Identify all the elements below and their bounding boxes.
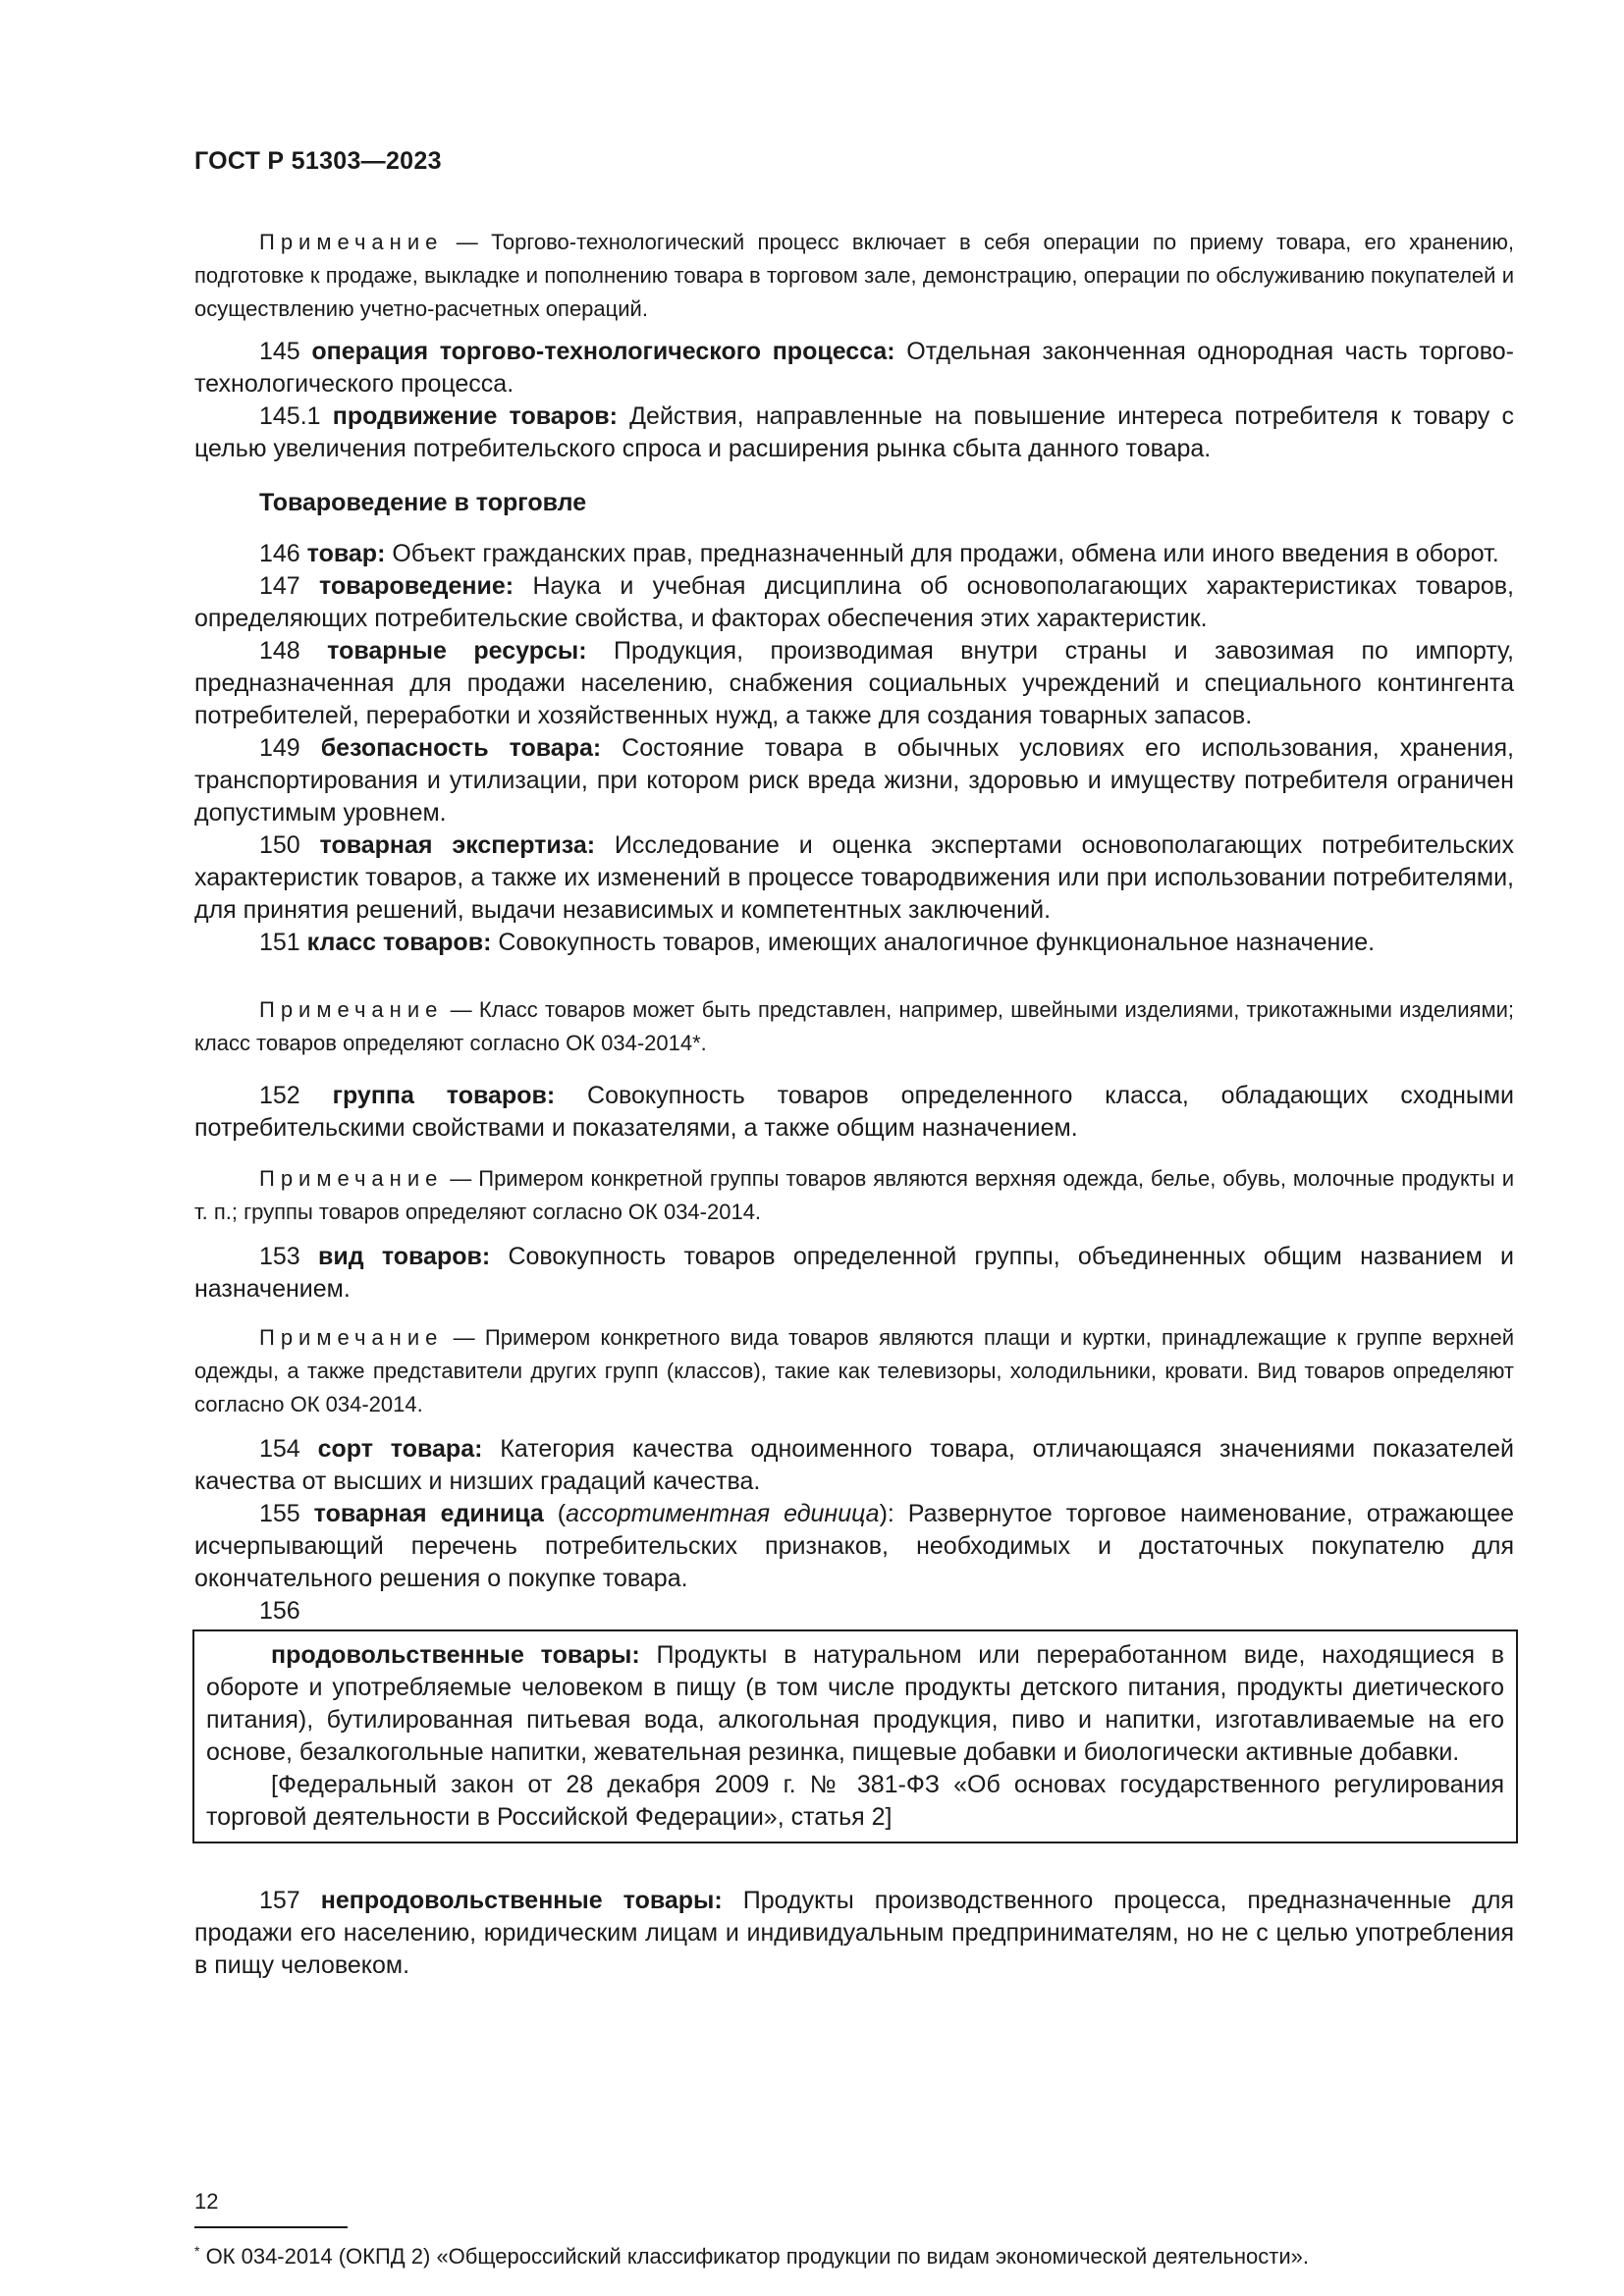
term-145-definition: Отдельная законченная однородная часть торгово-технологического процесса. — [194, 338, 1514, 398]
term-148: 148 товарные ресурсы: Продукция, производимая внутри страны и завозимая по импорту, предназначенная для продажи населению, снабжения социальных учреждений и специального контингента потребителей, переработки и хозяйственных нужд, а также для создания товарных запасов. — [194, 637, 1514, 729]
section — [194, 489, 1514, 517]
term-146-definition: Объект гражданских прав, предназначенный для продажи, обмена или иного введения в оборот. — [385, 540, 1499, 567]
term-156-box — [192, 1629, 1518, 1843]
page-number: 12 — [194, 2189, 219, 2214]
footnote — [194, 2234, 1514, 2273]
section-title: Товароведение в торговле — [259, 489, 587, 516]
term-147-definition: Наука и учебная дисциплина об основополагающих характеристиках товаров, определяющих потребительские свойства, и факторах обеспечения этих характеристик. — [194, 572, 1514, 632]
term-153-name: вид товаров: — [317, 1243, 491, 1270]
term-145-1-definition: Действия, направленные на повышение интереса потребителя к товару с целью увеличения потребительского спроса и расширения рынка сбыта данного товара. — [194, 402, 1515, 462]
term-151: 151 класс товаров: Совокупность товаров, имеющих аналогичное функциональное назначение. — [259, 929, 1376, 956]
term-156-number: 156 — [259, 1597, 300, 1625]
term-148-name: товарные ресурсы: — [327, 637, 587, 665]
term-154: 154 сорт товара: Категория качества одноименного товара, отличающаяся значениями показателей качества от высших и низших градаций качества. — [194, 1435, 1514, 1495]
term-148-definition: Продукция, производимая внутри страны и завозимая по импорту, предназначенная для продажи населению, снабжения социальных учреждений и специального контингента потребителей, переработки и хозяйственных нужд, а также для создания товарных запасов. — [194, 637, 1514, 729]
term-145-1: 145.1 продвижение товаров: Действия, направленные на повышение интереса потребителя к товару с целью увеличения потребительского спроса и расширения рынка сбыта данного товара. — [194, 402, 1515, 462]
term-157-block — [194, 1885, 1514, 1982]
term-152-name: группа товаров: — [332, 1082, 556, 1109]
term-147: 147 товароведение: Наука и учебная дисциплина об основополагающих характеристиках товаров, определяющих потребительские свойства, и факторах обеспечения этих характеристик. — [194, 572, 1514, 632]
term-153: 153 вид товаров: Совокупность товаров определенной группы, объединенных общим названием и назначением. — [194, 1243, 1514, 1303]
note-153: Примечание — Примером конкретного вида товаров являются плащи и куртки, принадлежащие к группе верхней одежды, а также представители других групп (классов), такие как телевизоры, холодильники, кровати. Вид товаров определяют согласно ОК 034-2014. — [194, 1325, 1514, 1416]
terms-146-151 — [194, 538, 1514, 959]
term-151-name: класс товаров: — [306, 929, 492, 956]
term-147-name: товароведение: — [319, 572, 514, 600]
footnote-mark: * — [194, 2243, 200, 2259]
term-157-definition: Продукты производственного процесса, предназначенные для продажи его населению, юридическим лицам и индивидуальным предпринимателям, но не с целью употребления в пищу человеком. — [194, 1887, 1514, 1979]
term-152-definition: Совокупность товаров определенного класса, обладающих сходными потребительскими свойствами и показателями, а также общим назначением. — [194, 1082, 1514, 1142]
footnote-text: ОК 034-2014 (ОКПД 2) «Общероссийский классификатор продукции по видам экономической деятельности». — [199, 2244, 1309, 2269]
term-157: 157 непродовольственные товары: Продукты производственного процесса, предназначенные для продажи его населению, юридическим лицам и индивидуальным предпринимателям, но не с целью употребления в пищу человеком. — [194, 1887, 1514, 1979]
note-151: Примечание — Класс товаров может быть представлен, например, швейными изделиями, трикотажными изделиями; класс товаров определяют согласно ОК 034-2014*. — [194, 997, 1514, 1055]
term-150: 150 товарная экспертиза: Исследование и оценка экспертами основополагающих потребительских характеристик товаров, а также их изменений в процессе товародвижения или при использовании потребителями, для принятия решений, выдачи независимых и компетентных заключений. — [194, 831, 1514, 924]
term-155: 155 товарная единица (ассортиментная единица): Развернутое торговое наименование, отражающее исчерпывающий перечень потребительских признаков, необходимых и достаточных покупателю для окончательного решения о покупке товара. — [194, 1500, 1514, 1592]
term-152-block — [194, 1080, 1514, 1145]
term-153-block — [194, 1241, 1514, 1306]
term-154-definition: Категория качества одноименного товара, отличающаяся значениями показателей качества от высших и низших градаций качества. — [194, 1435, 1514, 1495]
note-label: Примечание — [259, 230, 444, 254]
term-145-name: операция торгово-технологического процесса: — [311, 338, 895, 365]
term-146-name: товар: — [306, 540, 386, 567]
term-145-block — [194, 336, 1514, 465]
term-156-name: продовольственные товары: — [271, 1641, 640, 1669]
note-top — [194, 226, 1514, 326]
term-156-source: [Федеральный закон от 28 декабря 2009 г. № 381-ФЗ «Об основах государственного регулирования торговой деятельности в Российской Федерации», статья 2] — [206, 1771, 1504, 1831]
term-156-definition: Продукты в натуральном или переработанном виде, находящиеся в обороте и употребляемые человеком в пищу (в том числе продукты детского питания, продукты диетического питания), бутилированная питьевая вода, алкогольная продукция, пиво и напитки, изготавливаемые на его основе, безалкогольные напитки, жевательная резинка, пищевые добавки и биологически активные добавки. — [206, 1641, 1504, 1766]
term-156 — [206, 1639, 1504, 1769]
note-152: Примечание — Примером конкретной группы товаров являются верхняя одежда, белье, обувь, молочные продукты и т. п.; группы товаров определяют согласно ОК 034-2014. — [194, 1166, 1514, 1224]
term-150-name: товарная экспертиза: — [319, 831, 596, 859]
term-155-alt: ассортиментная единица — [566, 1500, 880, 1527]
term-145-1-name: продвижение товаров: — [332, 402, 618, 430]
term-149-name: безопасность товара: — [320, 734, 602, 762]
footnote-separator — [194, 2226, 348, 2228]
term-146: 146 товар: Объект гражданских прав, предназначенный для продажи, обмена или иного введения в оборот. — [259, 540, 1499, 567]
term-145: 145 операция торгово-технологического процесса: Отдельная законченная однородная часть торгово-технологического процесса. — [194, 338, 1514, 398]
term-157-name: непродовольственные товары: — [320, 1887, 723, 1914]
term-151-definition: Совокупность товаров, имеющих аналогичное функциональное назначение. — [491, 929, 1376, 956]
term-149: 149 безопасность товара: Состояние товара в обычных условиях его использования, хранения, транспортирования и утилизации, при котором риск вреда жизни, здоровью и имуществу потребителя ограничен допустимым уровнем. — [194, 734, 1514, 827]
term-155-name: товарная единица — [313, 1500, 544, 1527]
term-155-definition: ): Развернутое торговое наименование, отражающее исчерпывающий перечень потребительских признаков, необходимых и достаточных покупателю для окончательного решения о покупке товара. — [194, 1500, 1514, 1592]
term-150-definition: Исследование и оценка экспертами основополагающих потребительских характеристик товаров, а также их изменений в процессе товародвижения или при использовании потребителями, для принятия решений, выдачи независимых и компетентных заключений. — [194, 831, 1514, 924]
term-149-definition: Состояние товара в обычных условиях его использования, хранения, транспортирования и утилизации, при котором риск вреда жизни, здоровью и имуществу потребителя ограничен допустимым уровнем. — [194, 734, 1514, 827]
term-154-name: сорт товара: — [317, 1435, 483, 1463]
term-152: 152 группа товаров: Совокупность товаров определенного класса, обладающих сходными потребительскими свойствами и показателями, а также общим назначением. — [194, 1082, 1514, 1142]
term-153-definition: Совокупность товаров определенной группы, объединенных общим названием и назначением. — [194, 1243, 1514, 1303]
standard-header: ГОСТ Р 51303—2023 — [194, 147, 442, 175]
note-text: — Торгово-технологический процесс включает в себя операции по приему товара, его хранению, подготовке к продаже, выкладке и пополнению товара в торговом зале, демонстрацию, операции по обслуживанию покупателей и осуществлению учетно-расчетных операций. — [194, 230, 1514, 321]
terms-154-155 — [194, 1433, 1514, 1628]
